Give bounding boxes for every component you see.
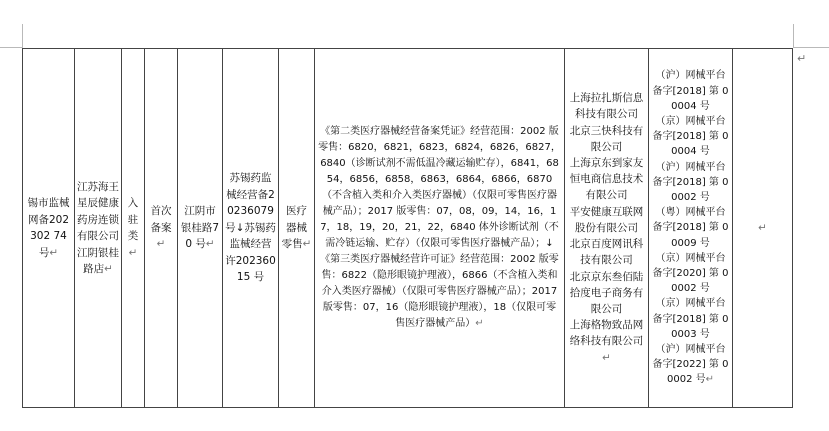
- company-name: 江苏海王星辰健康药房连锁有限公司江阴银桂路店: [77, 180, 119, 275]
- corner-mark-top-right-h: [793, 47, 829, 48]
- corner-mark-top-left-h: [0, 47, 22, 48]
- business-type: 医疗器械零售: [281, 205, 307, 251]
- category: 入驻类: [127, 197, 139, 242]
- address: 江阴市银桂路70 号: [180, 205, 220, 251]
- record-table: [22, 48, 793, 408]
- filings-cell[interactable]: [649, 49, 733, 408]
- business-scope: 《第二类医疗器械经营备案凭证》经营范围：2002 版零售：6820，6821，6823，6824，6826，6827，6840（诊断试剂不需低温冷藏运输贮存），6841，6854，6856，6858，6863，6864，6866，6870（不含植入类和介入类医疗器械）（仅限可零售医疗器械产品）；2017 版零售：07，08，09，14，16，17，18，19，20，21，22，6840 体外诊断试剂（不需冷链运输、贮存）（仅限可零售医疗器械产品）；↓ 《第三类医疗器械经营许可证》经营范围：2002 版零售：6822（隐形眼镜护理液），6866（不含植入类和介入类医疗器械）（仅限可零售医疗器械产品）；2017 版零售：07，16（隐形眼镜护理液），18（仅限可零售医疗器械产品）: [318, 126, 561, 329]
- record-type: 首次备案: [150, 205, 172, 234]
- cell-end-mark: ↵: [156, 238, 166, 251]
- cell-end-mark: ↵: [758, 221, 767, 234]
- cell-end-mark: ↵: [104, 263, 113, 275]
- category-cell[interactable]: [122, 49, 145, 408]
- record-number-cell[interactable]: [23, 49, 75, 408]
- corner-mark-top-left-v: [22, 24, 23, 48]
- company-cell[interactable]: [75, 49, 122, 408]
- cell-end-mark: ↵: [475, 318, 484, 329]
- corner-mark-top-right-v: [793, 24, 794, 48]
- record-type-cell[interactable]: [145, 49, 178, 408]
- table-row: [23, 49, 793, 408]
- license-cell[interactable]: [223, 49, 279, 408]
- cell-end-mark: ↵: [602, 351, 611, 364]
- row-end-mark: ↵: [797, 52, 807, 65]
- cell-end-mark: ↵: [302, 238, 312, 251]
- cell-end-mark: ↵: [128, 246, 138, 259]
- platforms-cell[interactable]: [565, 49, 649, 408]
- business-type-cell[interactable]: [279, 49, 315, 408]
- cell-end-mark: ↵: [49, 246, 59, 259]
- license-numbers: 苏锡药监械经营备20236079 号↓苏锡药监械经营许20236015 号: [225, 172, 276, 284]
- record-number: 锡市监械网备202302 74 号: [27, 197, 70, 259]
- platform-filing-numbers: （沪）网械平台备字[2018] 第 00004 号 （京）网械平台备字[2018] 第 00004 号 （沪）网械平台备字[2018] 第 00002 号 （粤）网械平台备字[2018] 第 00009 号 （京）网械平台备字[2020] 第 00002 号 （京）网械平台备字[2018] 第 00003 号 （沪）网械平台备字[2022] 第 00002 号: [652, 70, 729, 386]
- address-cell[interactable]: [178, 49, 223, 408]
- platform-names: 上海拉扎斯信息科技有限公司 北京三快科技有限公司 上海京东到家友恒电商信息技术有限公司 平安健康互联网股份有限公司 北京百度网讯科技有限公司 北京京东叁佰陆拾度电子商务有限公司 上海格物致品网络科技有限公司: [569, 92, 644, 348]
- business-scope-cell[interactable]: [315, 49, 565, 408]
- cell-end-mark: ↵: [705, 374, 715, 386]
- remark-cell[interactable]: [733, 49, 793, 408]
- cell-end-mark: ↵: [205, 238, 215, 251]
